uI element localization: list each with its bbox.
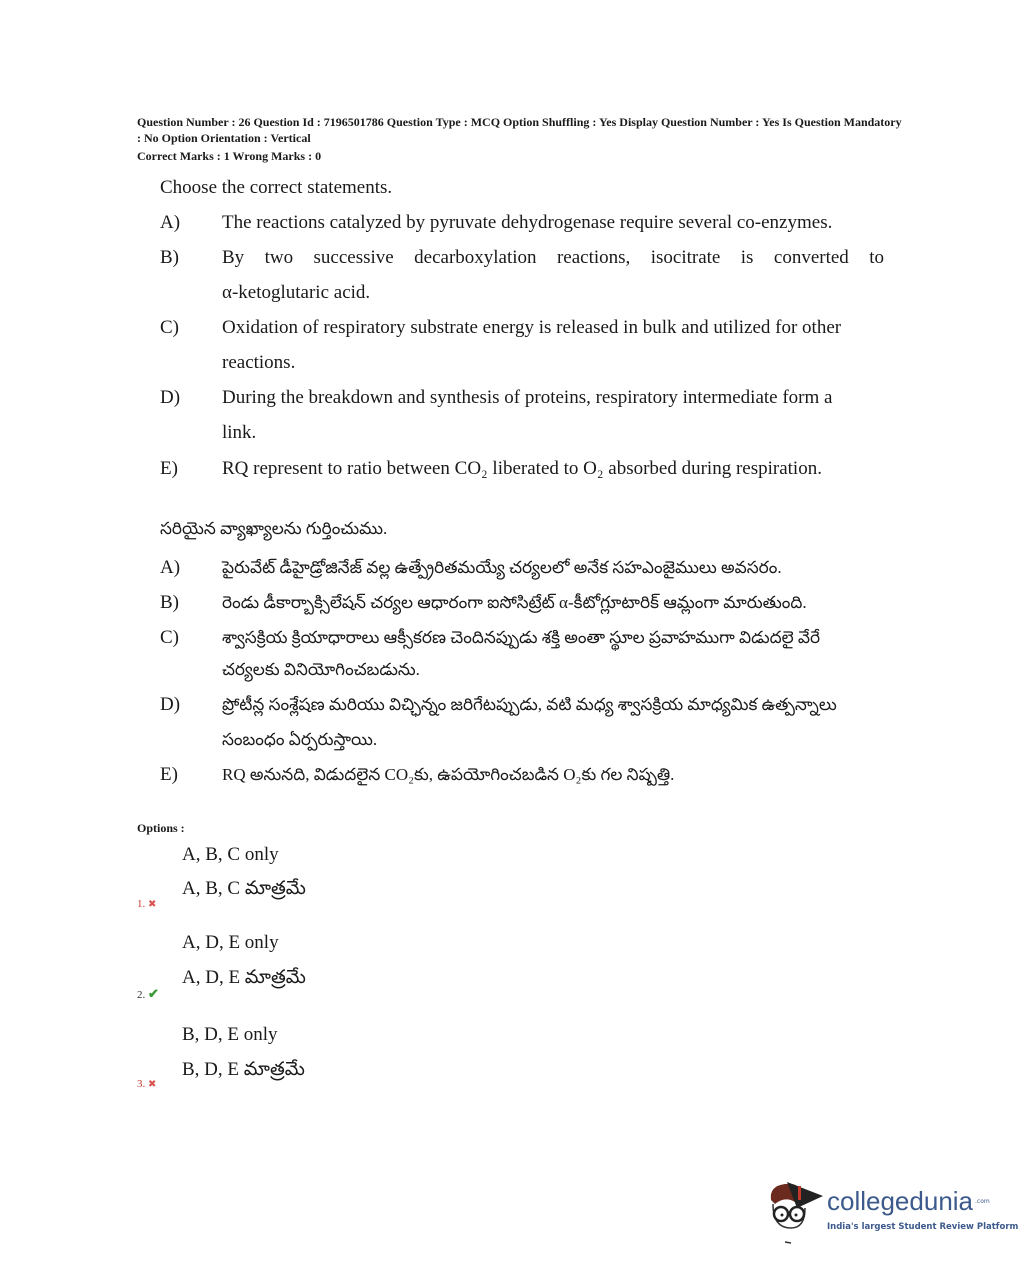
stmt-label: C) [160, 627, 179, 648]
option-number: 1. [137, 898, 146, 910]
option-1-telugu[interactable]: A, B, C మాత్రమే [182, 878, 306, 899]
option-number: 3. [137, 1078, 146, 1090]
mascot-icon [765, 1178, 825, 1248]
stmt-text: The reactions catalyzed by pyruvate dehydrogenase require several co-enzymes. [222, 212, 833, 233]
option-1-english[interactable]: A, B, C only [182, 844, 279, 865]
wrong-mark-icon: ✖ [148, 899, 157, 910]
option-3-telugu[interactable]: B, D, E మాత్రమే [182, 1059, 305, 1080]
stmt-text-cont: α-ketoglutaric acid. [222, 282, 371, 303]
marks-meta: Correct Marks : 1 Wrong Marks : 0 [137, 149, 322, 163]
stmt-label: D) [160, 694, 181, 715]
stmt-text: RQ represent to ratio between CO₂ liberated to O₂ absorbed during respiration. [222, 458, 822, 479]
stmt-text-cont: link. [222, 422, 257, 443]
stmt-text: By two successive decarboxylation reactions, isocitrate is converted to [222, 247, 884, 268]
stmt-text: Oxidation of respiratory substrate energy is released in bulk and utilized for other [222, 317, 842, 338]
stmt-label: B) [160, 247, 179, 268]
option-2-number [137, 986, 159, 1002]
option-number: 2. [137, 989, 146, 1001]
brand-row [827, 1186, 990, 1216]
correct-check-icon: ✔ [148, 986, 159, 1001]
stmt-text-cont: reactions. [222, 352, 296, 373]
stmt-text: శ్వాసక్రియ క్రియాధారాలు ఆక్సీకరణ చెందినప్పుడు శక్తి అంతా స్థూల ప్రవాహముగా విడుదలై వేరే [222, 628, 821, 647]
wrong-mark-icon: ✖ [148, 1079, 157, 1090]
brand-tagline: India's largest Student Review Platform [827, 1222, 1019, 1232]
stmt-label: D) [160, 387, 181, 408]
stmt-text: రెండు డీకార్బాక్సిలేషన్ చర్యల ఆధారంగా ఐసోసిట్రేట్ α-కీటోగ్లూటారిక్ ఆమ్లంగా మారుతుంది. [222, 593, 807, 612]
stmt-text: RQ అనునది, విడుదలైన CO₂కు, ఉపయోగించబడిన O₂కు గల నిష్పత్తి. [222, 765, 675, 784]
option-2-telugu[interactable]: A, D, E మాత్రమే [182, 967, 306, 988]
question-meta: Question Number : 26 Question Id : 7196501786 Question Type : MCQ Option Shuffling : Yes Display Question Number : Yes Is Question Mandatory : No Option Orientation : Vertical [137, 115, 902, 145]
stmt-text: ప్రోటీన్ల సంశ్లేషణ మరియు విచ్ఛిన్నం జరిగేటప్పుడు, వటి మధ్య శ్వాసక్రియ మాధ్యమిక ఉత్పన్నాలు [222, 695, 837, 714]
stmt-label: E) [160, 458, 178, 479]
english-prompt: Choose the correct statements. [160, 177, 393, 198]
option-2-english[interactable]: A, D, E only [182, 932, 279, 953]
stmt-label: E) [160, 764, 178, 785]
option-1-number [137, 898, 156, 910]
option-3-number [137, 1078, 156, 1090]
stmt-text: పైరువేట్ డీహైడ్రోజినేజ్ వల్ల ఉత్ప్రేరితమయ్యే చర్యలలో అనేక సహఎంజైములు అవసరం. [222, 558, 782, 577]
brand-name: collegedunia [827, 1186, 974, 1216]
brand-suffix: .com [975, 1198, 990, 1205]
stmt-label: A) [160, 212, 181, 233]
collegedunia-logo [765, 1178, 1019, 1248]
option-3-english[interactable]: B, D, E only [182, 1024, 278, 1045]
stmt-text-cont: సంబంధం ఏర్పరుస్తాయి. [222, 730, 378, 749]
stmt-text: During the breakdown and synthesis of proteins, respiratory intermediate form a [222, 387, 833, 408]
options-heading: Options : [137, 821, 185, 835]
telugu-prompt: సరియైన వ్యాఖ్యాలను గుర్తించుము. [160, 519, 388, 538]
question-meta-block [137, 114, 907, 164]
stmt-label: A) [160, 557, 181, 578]
stmt-label: B) [160, 592, 179, 613]
stmt-label: C) [160, 317, 179, 338]
stmt-text-cont: చర్యలకు వినియోగించబడును. [222, 660, 420, 679]
